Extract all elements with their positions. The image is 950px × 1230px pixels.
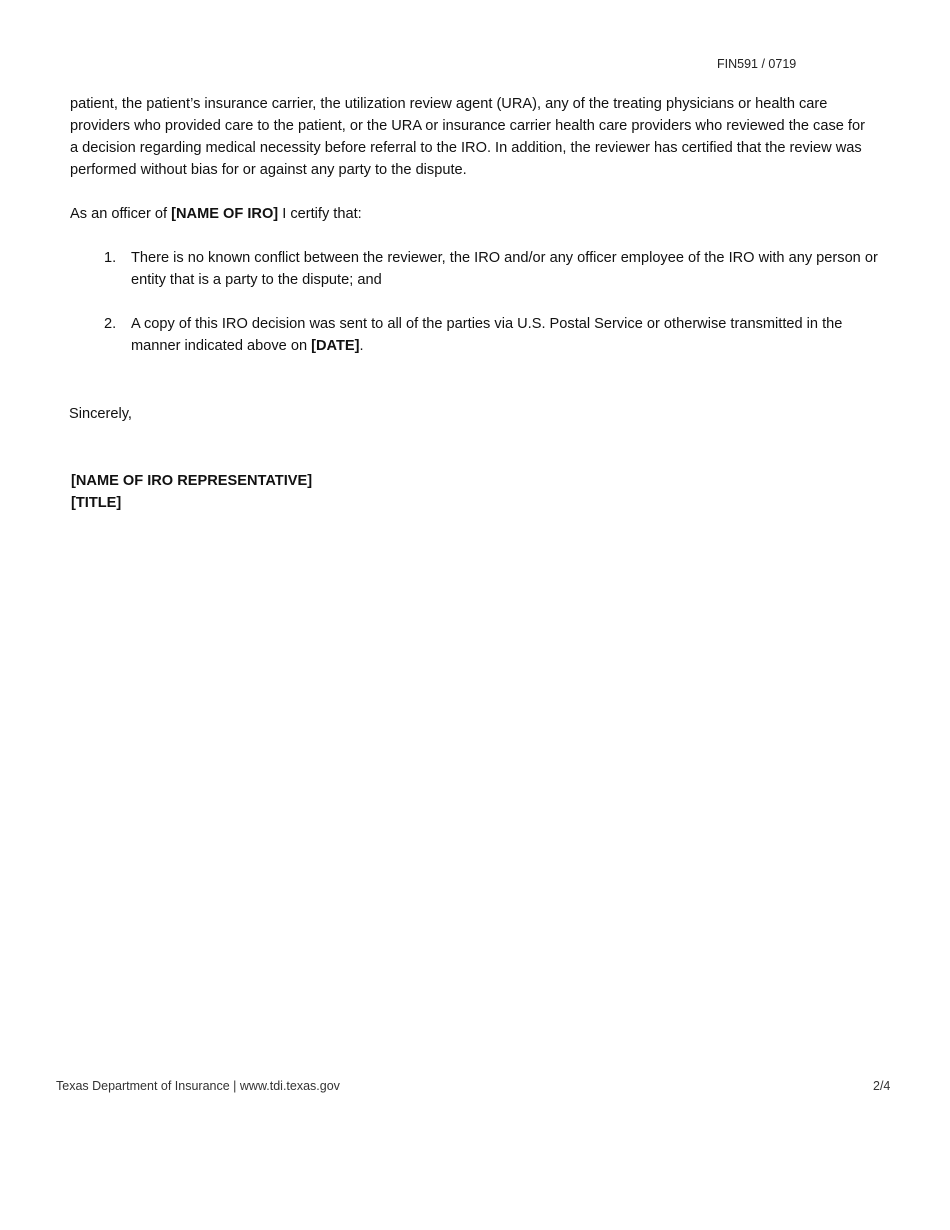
list-item-end: . xyxy=(359,338,364,354)
certify-prefix: As an officer of xyxy=(70,206,172,222)
closing-salutation: Sincerely, xyxy=(69,406,132,422)
signature-block xyxy=(71,470,312,514)
certify-suffix: I certify that: xyxy=(278,206,362,222)
iro-name-placeholder: [NAME OF IRO] xyxy=(171,206,279,222)
representative-name-placeholder: [NAME OF IRO REPRESENTATIVE] xyxy=(71,473,313,489)
representative-title-placeholder: [TITLE] xyxy=(71,495,122,511)
form-code: FIN591 / 0719 xyxy=(717,57,797,71)
date-placeholder: [DATE] xyxy=(311,338,360,354)
certification-list-item-1 xyxy=(104,247,884,291)
list-number: 2. xyxy=(104,316,117,332)
list-item-text: A copy of this IRO decision was sent to all of the parties via U.S. Postal Service or otherwise transmitted in the manner indicated above on xyxy=(131,316,843,354)
list-item-text: There is no known conflict between the reviewer, the IRO and/or any officer employee of the IRO with any person or entity that is a party to the dispute; and xyxy=(131,250,878,288)
conflict-statement-paragraph: patient, the patient’s insurance carrier, the utilization review agent (URA), any of the treating physicians or health care providers who provided care to the patient, or the URA or insurance carrier health care providers who reviewed the case for a decision regarding medical necessity before referral to the IRO. In addition, the reviewer has certified that the review was performed without bias for or against any party to the dispute. xyxy=(70,96,865,178)
list-number: 1. xyxy=(104,250,117,266)
footer-organization: Texas Department of Insurance | www.tdi.texas.gov xyxy=(56,1079,340,1093)
certification-intro xyxy=(70,203,870,225)
certification-list-item-2 xyxy=(104,313,884,357)
footer-page-number: 2/4 xyxy=(873,1079,891,1093)
